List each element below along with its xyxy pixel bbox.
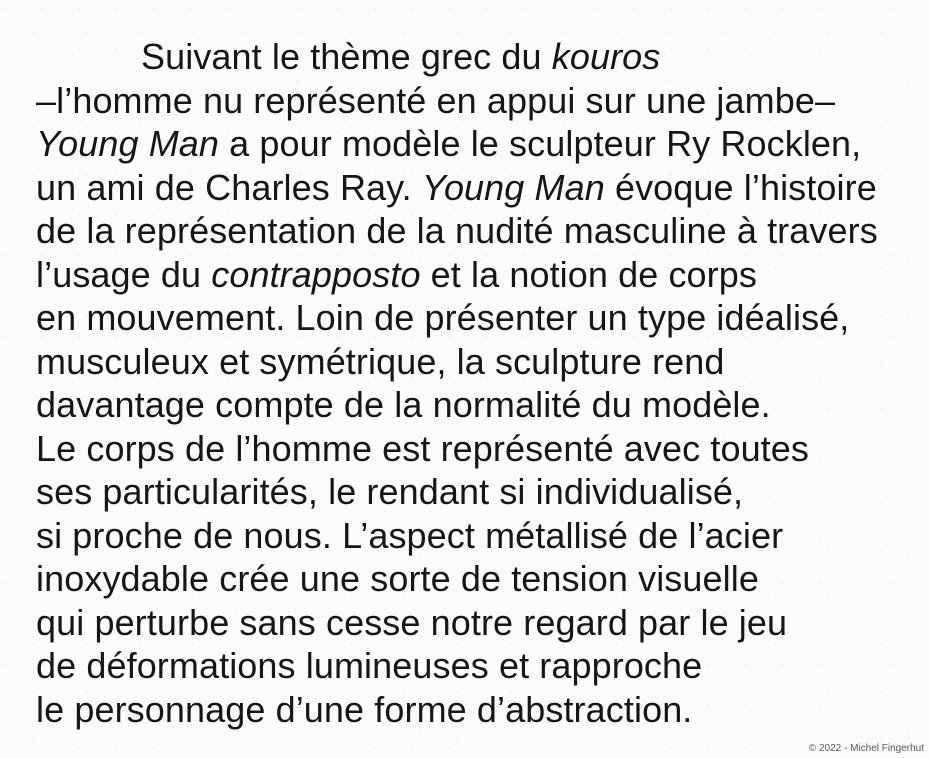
text-line-15 — [36, 644, 916, 688]
text-line-6 — [36, 253, 916, 297]
italic-title-young-man: Young Man — [36, 123, 220, 164]
text-span: le personnage d’une forme d’abstraction. — [36, 688, 693, 730]
text-span: Le corps de l’homme est représenté avec toutes — [36, 427, 810, 469]
text-span: évoque l’histoire — [604, 166, 877, 208]
text-line-8 — [36, 340, 916, 384]
text-span: en mouvement. Loin de présenter un type idéalisé, — [36, 297, 850, 338]
text-span: ses particularités, le rendant si individualisé, — [36, 471, 744, 512]
text-line-5 — [36, 209, 916, 253]
text-span: un ami de Charles Ray. — [36, 166, 422, 208]
text-span: de déformations lumineuses et rapproche — [36, 645, 703, 686]
text-span: davantage compte de la normalité du modèle. — [36, 384, 771, 425]
text-line-11 — [36, 470, 916, 514]
italic-title-young-man: Young Man — [421, 166, 605, 208]
text-line-14 — [36, 601, 916, 645]
italic-term-contrapposto: contrapposto — [211, 253, 421, 295]
text-span: et la notion de corps — [420, 253, 757, 295]
text-span: l’usage du — [36, 253, 212, 295]
text-line-9 — [36, 383, 916, 427]
text-span: inoxydable crée une sorte de tension visuelle — [36, 558, 759, 599]
text-span: de la représentation de la nudité masculine à travers — [36, 210, 878, 251]
text-span: si proche de nous. L’aspect métallisé de l’acier — [36, 514, 784, 556]
text-paragraph — [36, 35, 916, 731]
text-span: –l’homme nu représenté en appui sur une jambe– — [36, 79, 836, 121]
text-line-10 — [36, 427, 916, 471]
text-span: Suivant le thème grec du — [141, 36, 552, 77]
text-line-12 — [36, 514, 916, 558]
text-line-2 — [36, 79, 916, 123]
text-line-16 — [36, 688, 916, 732]
text-line-4 — [36, 166, 916, 210]
text-span: qui perturbe sans cesse notre regard par le jeu — [36, 601, 788, 643]
text-span: musculeux et symétrique, la sculpture rend — [36, 340, 725, 382]
text-line-1 — [36, 35, 916, 79]
italic-term-kouros: kouros — [551, 36, 661, 77]
copyright-credit: © 2022 - Michel Fingerhut — [808, 743, 924, 754]
text-line-3 — [36, 122, 916, 166]
text-line-13 — [36, 557, 916, 601]
text-span: a pour modèle le sculpteur Ry Rocklen, — [219, 123, 862, 164]
text-line-7 — [36, 296, 916, 340]
